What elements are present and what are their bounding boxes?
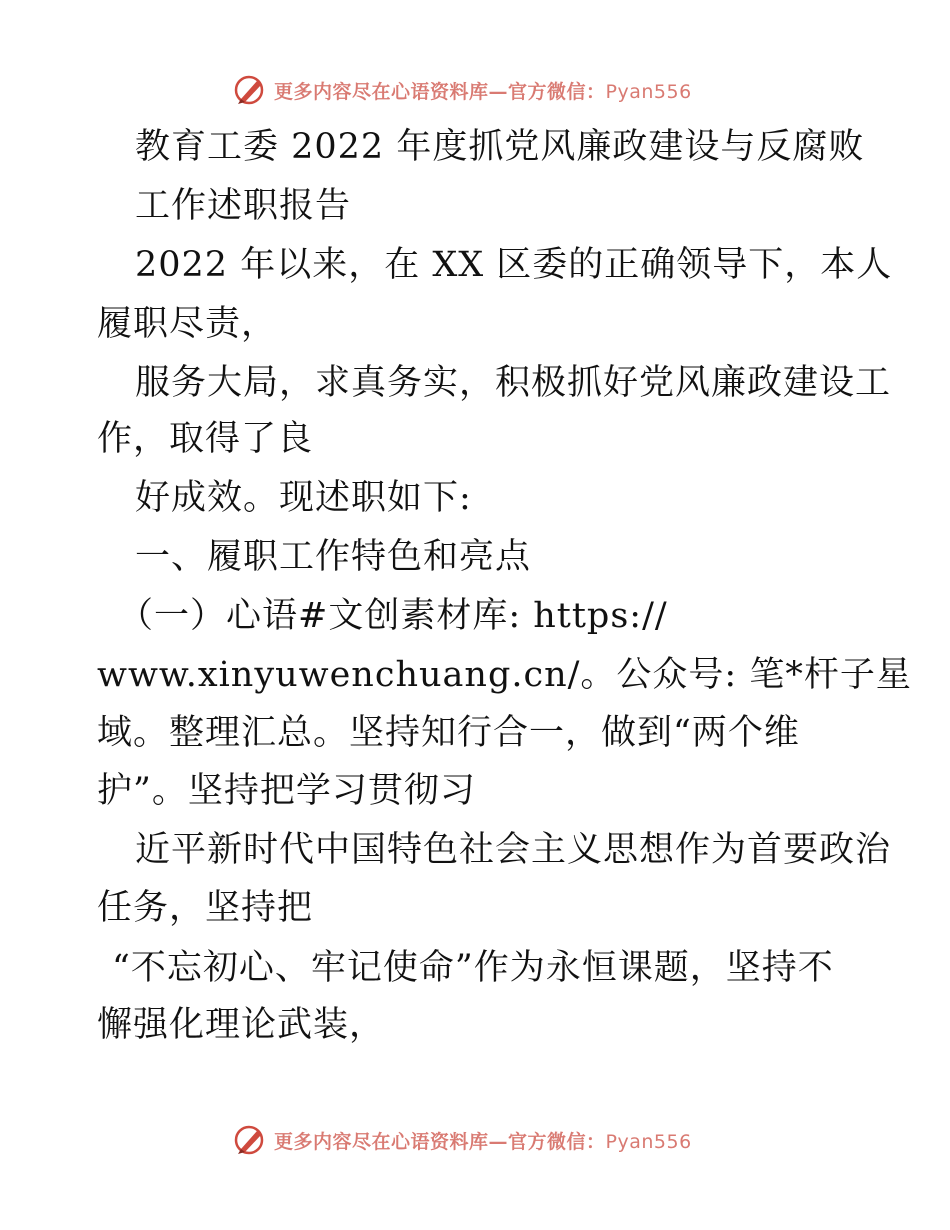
doc-title-line-2: 工作述职报告 (135, 186, 352, 226)
watermark-text: 更多内容尽在心语资料库—官方微信：Pyan556 (274, 80, 692, 103)
doc-title-line-1: 教育工委 2022 年度抓党风廉政建设与反腐败 (135, 127, 865, 167)
watermark-text: 更多内容尽在心语资料库—官方微信：Pyan556 (274, 1130, 692, 1153)
paragraph-line: 服务大局，求真务实，积极抓好党风廉政建设工 (135, 363, 892, 403)
watermark-header (232, 70, 692, 110)
paragraph-line: 任务，坚持把 (97, 888, 314, 928)
paragraph-line: 懈强化理论武装， (97, 1005, 386, 1045)
paragraph-line: 2022 年以来，在 XX 区委的正确领导下，本人 (135, 245, 893, 285)
paragraph-line: 好成效。现述职如下: (135, 478, 472, 518)
paragraph-line: 近平新时代中国特色社会主义思想作为首要政治 (135, 830, 892, 870)
paragraph-line: 护”。坚持把学习贯彻习 (97, 771, 476, 811)
pen-logo-icon (232, 1122, 268, 1158)
watermark-footer (232, 1120, 692, 1160)
pen-logo-icon (232, 72, 268, 108)
subsection-heading: （一）心语#文创素材库: https:// (118, 596, 668, 636)
paragraph-line: www.xinyuwenchuang.cn/。公众号: 笔*杆子星 (97, 655, 912, 695)
paragraph-line: 作，取得了良 (97, 419, 314, 459)
section-heading: 一、履职工作特色和亮点 (135, 537, 532, 577)
paragraph-line: “不忘初心、牢记使命”作为永恒课题，坚持不 (112, 948, 834, 988)
paragraph-line: 履职尽责， (97, 304, 278, 344)
paragraph-line: 域。整理汇总。坚持知行合一，做到“两个维 (97, 713, 800, 753)
